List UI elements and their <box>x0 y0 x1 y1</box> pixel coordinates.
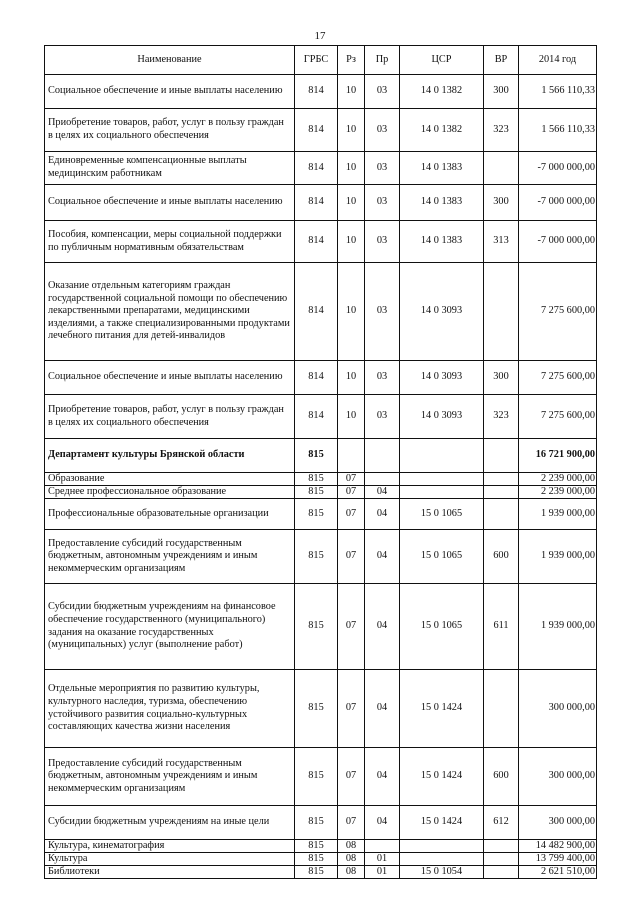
row-name: Приобретение товаров, работ, услуг в пользу граждан в целях их социального обеспечения <box>45 395 295 439</box>
row-grbs: 815 <box>295 530 338 584</box>
row-pr: 04 <box>365 806 400 840</box>
row-name: Культура, кинематография <box>45 840 295 853</box>
row-name: Приобретение товаров, работ, услуг в пользу граждан в целях их социального обеспечения <box>45 109 295 152</box>
row-grbs: 815 <box>295 840 338 853</box>
col-header-csr: ЦСР <box>400 46 484 75</box>
row-name: Оказание отдельным категориям граждан государственной социальной помощи по обеспечению лекарственными препаратами, медицинскими изделиями, а также специализированными продуктами лечебного питания для детей-инвалидов <box>45 263 295 361</box>
row-name: Департамент культуры Брянской области <box>45 439 295 473</box>
row-rz: 10 <box>338 109 365 152</box>
row-name: Социальное обеспечение и иные выплаты населению <box>45 75 295 109</box>
row-vr <box>484 499 519 530</box>
row-pr <box>365 473 400 486</box>
row-grbs: 815 <box>295 806 338 840</box>
table-row <box>45 499 597 530</box>
col-header-grbs: ГРБС <box>295 46 338 75</box>
row-grbs: 815 <box>295 439 338 473</box>
row-rz: 10 <box>338 75 365 109</box>
row-pr: 03 <box>365 395 400 439</box>
row-csr <box>400 473 484 486</box>
row-vr <box>484 439 519 473</box>
row-amount: 300 000,00 <box>519 670 597 748</box>
row-csr: 14 0 3093 <box>400 395 484 439</box>
row-grbs: 814 <box>295 75 338 109</box>
row-csr: 14 0 1383 <box>400 221 484 263</box>
row-amount: 2 239 000,00 <box>519 473 597 486</box>
table-row <box>45 840 597 853</box>
table-row <box>45 152 597 185</box>
table-row <box>45 584 597 670</box>
row-amount: -7 000 000,00 <box>519 152 597 185</box>
row-pr: 03 <box>365 263 400 361</box>
row-vr: 612 <box>484 806 519 840</box>
row-rz: 07 <box>338 748 365 806</box>
row-grbs: 814 <box>295 185 338 221</box>
row-amount: 300 000,00 <box>519 806 597 840</box>
row-vr: 611 <box>484 584 519 670</box>
row-csr: 15 0 1065 <box>400 499 484 530</box>
row-grbs: 815 <box>295 486 338 499</box>
row-grbs: 814 <box>295 263 338 361</box>
row-rz: 07 <box>338 670 365 748</box>
table-header-row <box>45 46 597 75</box>
row-vr: 300 <box>484 75 519 109</box>
row-vr: 313 <box>484 221 519 263</box>
row-amount: 300 000,00 <box>519 748 597 806</box>
row-vr <box>484 152 519 185</box>
table-row <box>45 439 597 473</box>
row-pr: 03 <box>365 221 400 263</box>
row-csr <box>400 840 484 853</box>
row-csr: 15 0 1065 <box>400 530 484 584</box>
row-name: Социальное обеспечение и иные выплаты населению <box>45 361 295 395</box>
page-number: 17 <box>314 30 326 42</box>
row-name: Субсидии бюджетным учреждениям на финансовое обеспечение государственного (муниципального) задания на оказание государственных (муниципальных) услуг (выполнение работ) <box>45 584 295 670</box>
row-amount: 1 566 110,33 <box>519 75 597 109</box>
row-rz: 10 <box>338 395 365 439</box>
row-csr: 15 0 1054 <box>400 866 484 879</box>
row-vr <box>484 866 519 879</box>
col-header-amount: 2014 год <box>519 46 597 75</box>
row-pr: 04 <box>365 486 400 499</box>
row-csr: 15 0 1424 <box>400 670 484 748</box>
row-grbs: 815 <box>295 473 338 486</box>
row-rz: 07 <box>338 530 365 584</box>
row-grbs: 815 <box>295 499 338 530</box>
row-amount: 1 939 000,00 <box>519 584 597 670</box>
table-row <box>45 185 597 221</box>
table-row <box>45 866 597 879</box>
row-pr: 04 <box>365 499 400 530</box>
row-rz: 07 <box>338 473 365 486</box>
row-pr: 03 <box>365 75 400 109</box>
row-pr <box>365 840 400 853</box>
budget-table <box>44 45 597 879</box>
col-header-rz: Рз <box>338 46 365 75</box>
row-grbs: 814 <box>295 361 338 395</box>
row-grbs: 815 <box>295 748 338 806</box>
row-amount: 7 275 600,00 <box>519 361 597 395</box>
row-pr: 03 <box>365 109 400 152</box>
row-vr <box>484 840 519 853</box>
row-pr: 01 <box>365 866 400 879</box>
col-header-pr: Пр <box>365 46 400 75</box>
row-name: Отдельные мероприятия по развитию культуры, культурного наследия, туризма, обеспечению устойчивого развития социально-культурных составляющих качества жизни населения <box>45 670 295 748</box>
row-amount: 1 939 000,00 <box>519 530 597 584</box>
row-grbs: 815 <box>295 584 338 670</box>
table-row <box>45 395 597 439</box>
table-row <box>45 361 597 395</box>
row-pr: 03 <box>365 185 400 221</box>
row-rz: 08 <box>338 866 365 879</box>
row-rz: 08 <box>338 840 365 853</box>
table-row <box>45 853 597 866</box>
row-amount: 7 275 600,00 <box>519 263 597 361</box>
row-csr: 14 0 3093 <box>400 361 484 395</box>
row-grbs: 814 <box>295 395 338 439</box>
row-csr <box>400 853 484 866</box>
row-vr <box>484 486 519 499</box>
row-name: Единовременные компенсационные выплаты медицинским работникам <box>45 152 295 185</box>
row-name: Пособия, компенсации, меры социальной поддержки по публичным нормативным обязательствам <box>45 221 295 263</box>
row-csr: 14 0 1383 <box>400 152 484 185</box>
row-grbs: 814 <box>295 152 338 185</box>
table-row <box>45 486 597 499</box>
row-pr: 01 <box>365 853 400 866</box>
row-csr: 14 0 3093 <box>400 263 484 361</box>
row-rz: 10 <box>338 152 365 185</box>
row-amount: 7 275 600,00 <box>519 395 597 439</box>
row-pr: 03 <box>365 361 400 395</box>
row-pr: 03 <box>365 152 400 185</box>
row-pr: 04 <box>365 748 400 806</box>
row-csr: 15 0 1065 <box>400 584 484 670</box>
row-grbs: 815 <box>295 866 338 879</box>
row-pr <box>365 439 400 473</box>
table-row <box>45 748 597 806</box>
table-row <box>45 473 597 486</box>
col-header-vr: ВР <box>484 46 519 75</box>
row-amount: 2 621 510,00 <box>519 866 597 879</box>
row-grbs: 815 <box>295 670 338 748</box>
row-vr <box>484 853 519 866</box>
row-vr: 323 <box>484 109 519 152</box>
row-csr: 14 0 1382 <box>400 75 484 109</box>
row-amount: 13 799 400,00 <box>519 853 597 866</box>
row-amount: 1 566 110,33 <box>519 109 597 152</box>
row-csr <box>400 486 484 499</box>
row-name: Социальное обеспечение и иные выплаты населению <box>45 185 295 221</box>
col-header-name: Наименование <box>45 46 295 75</box>
row-csr: 14 0 1382 <box>400 109 484 152</box>
row-name: Предоставление субсидий государственным бюджетным, автономным учреждениям и иным некоммерческим организациям <box>45 530 295 584</box>
row-rz: 07 <box>338 486 365 499</box>
row-vr <box>484 263 519 361</box>
row-name: Среднее профессиональное образование <box>45 486 295 499</box>
row-name: Библиотеки <box>45 866 295 879</box>
row-rz: 10 <box>338 361 365 395</box>
row-rz: 08 <box>338 853 365 866</box>
row-vr: 300 <box>484 185 519 221</box>
row-pr: 04 <box>365 530 400 584</box>
table-row <box>45 263 597 361</box>
row-pr: 04 <box>365 584 400 670</box>
row-rz: 07 <box>338 584 365 670</box>
row-pr: 04 <box>365 670 400 748</box>
row-amount: -7 000 000,00 <box>519 221 597 263</box>
row-rz: 10 <box>338 185 365 221</box>
row-grbs: 814 <box>295 221 338 263</box>
table-row <box>45 109 597 152</box>
row-name: Образование <box>45 473 295 486</box>
row-csr: 14 0 1383 <box>400 185 484 221</box>
row-rz: 07 <box>338 499 365 530</box>
row-amount: 16 721 900,00 <box>519 439 597 473</box>
row-vr <box>484 670 519 748</box>
row-csr: 15 0 1424 <box>400 748 484 806</box>
row-amount: 14 482 900,00 <box>519 840 597 853</box>
table-row <box>45 670 597 748</box>
row-name: Субсидии бюджетным учреждениям на иные цели <box>45 806 295 840</box>
row-vr: 300 <box>484 361 519 395</box>
table-row <box>45 806 597 840</box>
row-rz <box>338 439 365 473</box>
row-vr <box>484 473 519 486</box>
row-rz: 10 <box>338 263 365 361</box>
row-csr: 15 0 1424 <box>400 806 484 840</box>
row-rz: 07 <box>338 806 365 840</box>
row-amount: 2 239 000,00 <box>519 486 597 499</box>
row-rz: 10 <box>338 221 365 263</box>
row-name: Профессиональные образовательные организации <box>45 499 295 530</box>
row-grbs: 814 <box>295 109 338 152</box>
row-name: Предоставление субсидий государственным бюджетным, автономным учреждениям и иным некоммерческим организациям <box>45 748 295 806</box>
table-row <box>45 75 597 109</box>
row-amount: 1 939 000,00 <box>519 499 597 530</box>
row-grbs: 815 <box>295 853 338 866</box>
row-amount: -7 000 000,00 <box>519 185 597 221</box>
table-row <box>45 221 597 263</box>
row-vr: 600 <box>484 748 519 806</box>
row-vr: 600 <box>484 530 519 584</box>
row-csr <box>400 439 484 473</box>
row-vr: 323 <box>484 395 519 439</box>
table-row <box>45 530 597 584</box>
row-name: Культура <box>45 853 295 866</box>
